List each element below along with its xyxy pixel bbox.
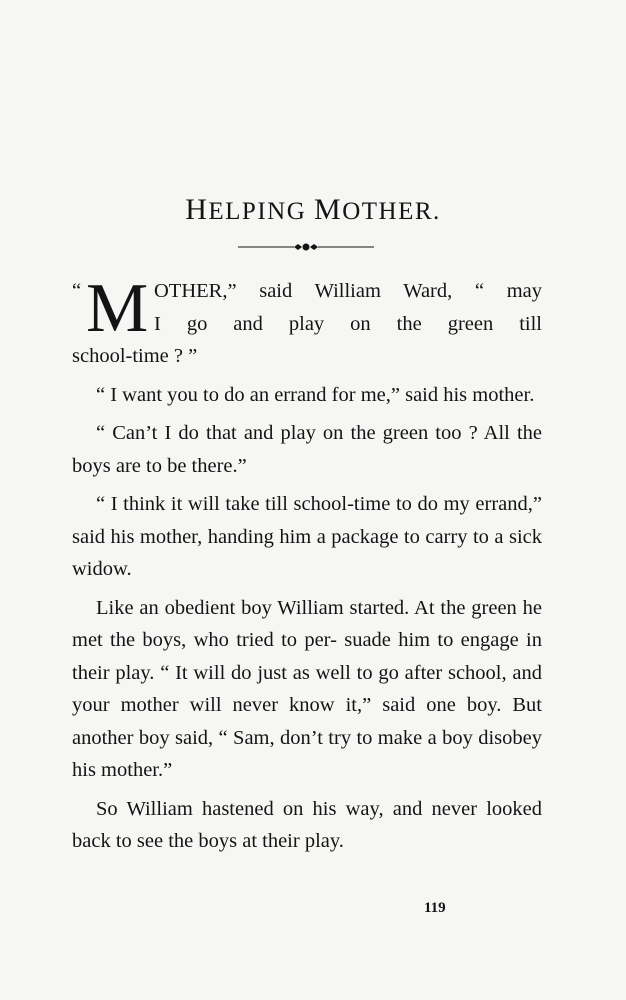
drop-cap-letter: M — [86, 270, 149, 347]
opening-line-1: OTHER,” said William Ward, “ may — [154, 280, 542, 302]
title-word-1-rest: ELPING — [208, 198, 315, 225]
title-initial-2: M — [314, 193, 343, 226]
page-number: 119 — [424, 900, 446, 916]
paragraph: “ I want you to do an errand for me,” said his mother. — [96, 383, 535, 406]
paragraph: So William hastened on his way, and never looked back to see the boys at their play. — [72, 797, 542, 852]
opening-quote: “ — [72, 280, 82, 302]
chapter-title — [0, 193, 626, 227]
body-text — [72, 270, 542, 858]
opening-lines — [72, 270, 542, 347]
ornament-divider-icon — [238, 240, 374, 254]
title-initial-1: H — [185, 193, 209, 226]
paragraph: “ I think it will take till school-time to do my errand,” said his mother, handing him a package to carry to a sick widow. — [72, 493, 542, 580]
title-word-2-rest: OTHER. — [342, 198, 441, 225]
opening-line-2: I go and play on the green till — [154, 312, 542, 335]
opening-line-3: school-time ? ” — [72, 345, 198, 367]
paragraph: Like an obedient boy William started. At the green he met the boys, who tried to per- suade him to engage in their play. “ It will do just as well to go after school, and your mother will never know it,” said one boy. But another boy said, “ Sam, don’t try to make a boy disobey his mother.” — [72, 596, 542, 781]
paragraph: “ Can’t I do that and play on the green too ? All the boys are to be there.” — [72, 422, 542, 477]
